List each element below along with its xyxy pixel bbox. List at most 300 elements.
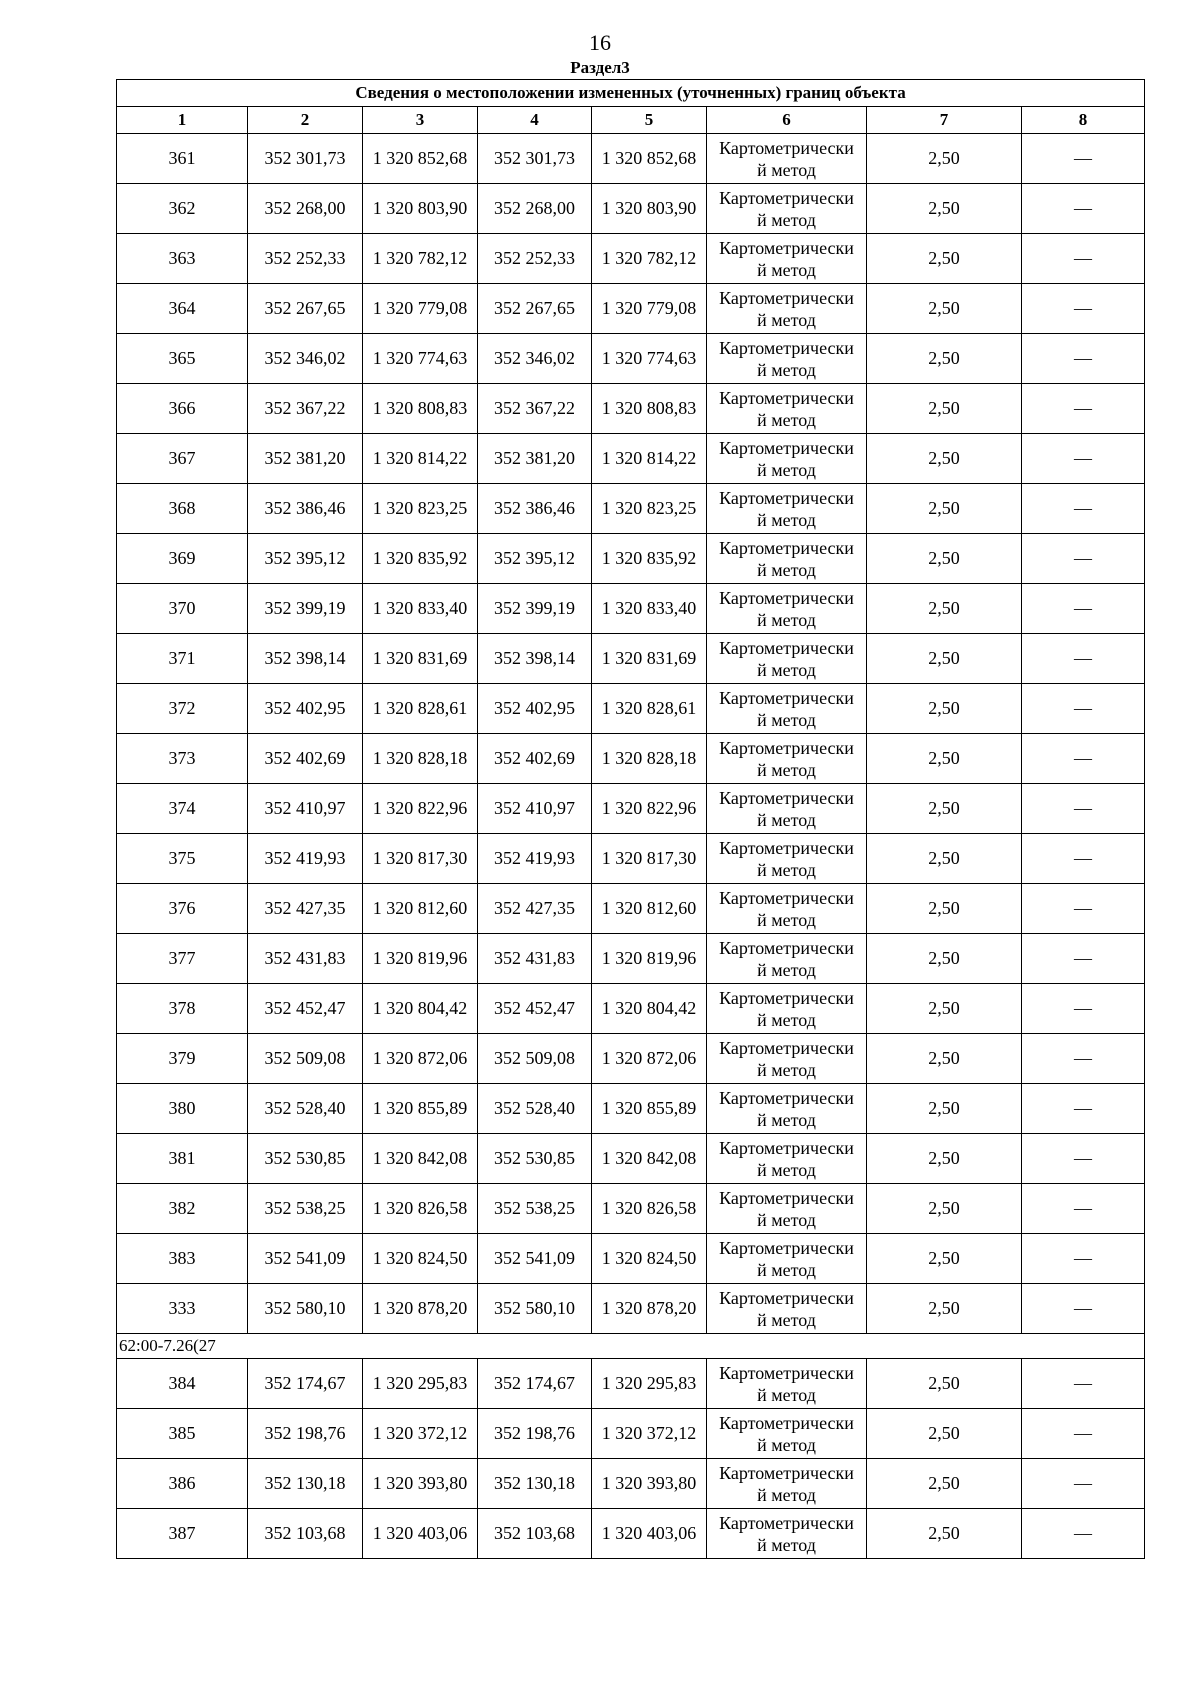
method-line: Картометрически xyxy=(719,1087,854,1108)
notes-dash: — xyxy=(1022,1459,1145,1509)
column-number: 2 xyxy=(248,107,363,134)
updated-y: 1 320 855,89 xyxy=(592,1084,707,1134)
method-line: Картометрически xyxy=(719,287,854,308)
updated-y: 1 320 835,92 xyxy=(592,534,707,584)
determination-method xyxy=(707,684,867,734)
determination-method xyxy=(707,284,867,334)
notes-dash: — xyxy=(1022,584,1145,634)
point-number: 377 xyxy=(117,934,248,984)
method-line: Картометрически xyxy=(719,937,854,958)
table-row xyxy=(117,784,1145,834)
precision-value: 2,50 xyxy=(867,1084,1022,1134)
method-line: й метод xyxy=(757,409,816,430)
table-row xyxy=(117,284,1145,334)
table-row xyxy=(117,484,1145,534)
table-caption: Сведения о местоположении измененных (уточненных) границ объекта xyxy=(117,80,1145,107)
method-line: Картометрически xyxy=(719,1237,854,1258)
existing-x: 352 427,35 xyxy=(248,884,363,934)
table-row xyxy=(117,1134,1145,1184)
method-line: й метод xyxy=(757,1259,816,1280)
method-line: Картометрически xyxy=(719,537,854,558)
updated-y: 1 320 808,83 xyxy=(592,384,707,434)
column-number: 4 xyxy=(478,107,592,134)
updated-y: 1 320 823,25 xyxy=(592,484,707,534)
method-line: Картометрически xyxy=(719,1512,854,1533)
method-line: й метод xyxy=(757,159,816,180)
point-number: 369 xyxy=(117,534,248,584)
updated-x: 352 301,73 xyxy=(478,134,592,184)
updated-x: 352 398,14 xyxy=(478,634,592,684)
point-number: 373 xyxy=(117,734,248,784)
existing-y: 1 320 823,25 xyxy=(363,484,478,534)
precision-value: 2,50 xyxy=(867,284,1022,334)
method-line: й метод xyxy=(757,1159,816,1180)
table-row xyxy=(117,1034,1145,1084)
precision-value: 2,50 xyxy=(867,684,1022,734)
updated-y: 1 320 828,18 xyxy=(592,734,707,784)
existing-x: 352 198,76 xyxy=(248,1409,363,1459)
updated-x: 352 399,19 xyxy=(478,584,592,634)
updated-y: 1 320 803,90 xyxy=(592,184,707,234)
point-number: 383 xyxy=(117,1234,248,1284)
determination-method xyxy=(707,1509,867,1559)
updated-y: 1 320 817,30 xyxy=(592,834,707,884)
notes-dash: — xyxy=(1022,434,1145,484)
point-number: 387 xyxy=(117,1509,248,1559)
boundary-coordinates-table xyxy=(116,79,1145,1559)
existing-y: 1 320 372,12 xyxy=(363,1409,478,1459)
determination-method xyxy=(707,1459,867,1509)
notes-dash: — xyxy=(1022,784,1145,834)
column-number: 6 xyxy=(707,107,867,134)
existing-y: 1 320 852,68 xyxy=(363,134,478,184)
notes-dash: — xyxy=(1022,1409,1145,1459)
group-label-row xyxy=(117,1334,1145,1359)
point-number: 370 xyxy=(117,584,248,634)
precision-value: 2,50 xyxy=(867,1359,1022,1409)
method-line: й метод xyxy=(757,259,816,280)
updated-x: 352 130,18 xyxy=(478,1459,592,1509)
updated-y: 1 320 826,58 xyxy=(592,1184,707,1234)
method-line: Картометрически xyxy=(719,837,854,858)
updated-y: 1 320 403,06 xyxy=(592,1509,707,1559)
precision-value: 2,50 xyxy=(867,184,1022,234)
precision-value: 2,50 xyxy=(867,1509,1022,1559)
determination-method xyxy=(707,1034,867,1084)
existing-y: 1 320 779,08 xyxy=(363,284,478,334)
method-line: Картометрически xyxy=(719,637,854,658)
method-line: й метод xyxy=(757,1484,816,1505)
updated-x: 352 386,46 xyxy=(478,484,592,534)
existing-y: 1 320 842,08 xyxy=(363,1134,478,1184)
existing-x: 352 398,14 xyxy=(248,634,363,684)
precision-value: 2,50 xyxy=(867,384,1022,434)
existing-x: 352 395,12 xyxy=(248,534,363,584)
existing-x: 352 381,20 xyxy=(248,434,363,484)
table-row xyxy=(117,134,1145,184)
method-line: й метод xyxy=(757,859,816,880)
existing-y: 1 320 826,58 xyxy=(363,1184,478,1234)
method-line: Картометрически xyxy=(719,1462,854,1483)
method-line: Картометрически xyxy=(719,1137,854,1158)
table-row xyxy=(117,1234,1145,1284)
determination-method xyxy=(707,334,867,384)
determination-method xyxy=(707,134,867,184)
notes-dash: — xyxy=(1022,134,1145,184)
table-row xyxy=(117,684,1145,734)
updated-x: 352 452,47 xyxy=(478,984,592,1034)
point-number: 386 xyxy=(117,1459,248,1509)
existing-x: 352 268,00 xyxy=(248,184,363,234)
method-line: Картометрически xyxy=(719,437,854,458)
existing-y: 1 320 817,30 xyxy=(363,834,478,884)
table-row xyxy=(117,834,1145,884)
table-row xyxy=(117,1184,1145,1234)
point-number: 371 xyxy=(117,634,248,684)
point-number: 375 xyxy=(117,834,248,884)
updated-y: 1 320 833,40 xyxy=(592,584,707,634)
method-line: Картометрически xyxy=(719,1287,854,1308)
table-row xyxy=(117,1459,1145,1509)
determination-method xyxy=(707,184,867,234)
point-number: 382 xyxy=(117,1184,248,1234)
existing-y: 1 320 803,90 xyxy=(363,184,478,234)
determination-method xyxy=(707,584,867,634)
determination-method xyxy=(707,1184,867,1234)
existing-x: 352 252,33 xyxy=(248,234,363,284)
point-number: 368 xyxy=(117,484,248,534)
updated-x: 352 395,12 xyxy=(478,534,592,584)
updated-x: 352 252,33 xyxy=(478,234,592,284)
existing-x: 352 399,19 xyxy=(248,584,363,634)
updated-x: 352 367,22 xyxy=(478,384,592,434)
notes-dash: — xyxy=(1022,184,1145,234)
determination-method xyxy=(707,734,867,784)
updated-x: 352 530,85 xyxy=(478,1134,592,1184)
existing-x: 352 431,83 xyxy=(248,934,363,984)
updated-y: 1 320 831,69 xyxy=(592,634,707,684)
method-line: Картометрически xyxy=(719,1037,854,1058)
method-line: й метод xyxy=(757,659,816,680)
method-line: Картометрически xyxy=(719,887,854,908)
updated-y: 1 320 782,12 xyxy=(592,234,707,284)
existing-x: 352 528,40 xyxy=(248,1084,363,1134)
table-row xyxy=(117,384,1145,434)
determination-method xyxy=(707,1284,867,1334)
method-line: й метод xyxy=(757,959,816,980)
determination-method xyxy=(707,1084,867,1134)
updated-y: 1 320 822,96 xyxy=(592,784,707,834)
method-line: Картометрически xyxy=(719,787,854,808)
existing-y: 1 320 855,89 xyxy=(363,1084,478,1134)
table-row xyxy=(117,1509,1145,1559)
existing-x: 352 509,08 xyxy=(248,1034,363,1084)
group-label: 62:00-7.26(27 xyxy=(117,1334,1145,1359)
method-line: й метод xyxy=(757,1109,816,1130)
existing-y: 1 320 831,69 xyxy=(363,634,478,684)
notes-dash: — xyxy=(1022,334,1145,384)
point-number: 381 xyxy=(117,1134,248,1184)
existing-x: 352 174,67 xyxy=(248,1359,363,1409)
method-line: й метод xyxy=(757,359,816,380)
point-number: 333 xyxy=(117,1284,248,1334)
updated-x: 352 509,08 xyxy=(478,1034,592,1084)
notes-dash: — xyxy=(1022,884,1145,934)
updated-x: 352 267,65 xyxy=(478,284,592,334)
point-number: 367 xyxy=(117,434,248,484)
existing-x: 352 402,69 xyxy=(248,734,363,784)
precision-value: 2,50 xyxy=(867,984,1022,1034)
updated-x: 352 381,20 xyxy=(478,434,592,484)
determination-method xyxy=(707,1234,867,1284)
point-number: 363 xyxy=(117,234,248,284)
precision-value: 2,50 xyxy=(867,1234,1022,1284)
existing-x: 352 367,22 xyxy=(248,384,363,434)
precision-value: 2,50 xyxy=(867,534,1022,584)
notes-dash: — xyxy=(1022,384,1145,434)
table-row xyxy=(117,934,1145,984)
determination-method xyxy=(707,384,867,434)
column-number-row xyxy=(117,107,1145,134)
notes-dash: — xyxy=(1022,1359,1145,1409)
method-line: й метод xyxy=(757,459,816,480)
notes-dash: — xyxy=(1022,1184,1145,1234)
updated-y: 1 320 812,60 xyxy=(592,884,707,934)
column-number: 7 xyxy=(867,107,1022,134)
updated-x: 352 268,00 xyxy=(478,184,592,234)
existing-x: 352 452,47 xyxy=(248,984,363,1034)
precision-value: 2,50 xyxy=(867,784,1022,834)
existing-x: 352 386,46 xyxy=(248,484,363,534)
method-line: Картометрически xyxy=(719,337,854,358)
point-number: 380 xyxy=(117,1084,248,1134)
point-number: 364 xyxy=(117,284,248,334)
updated-x: 352 580,10 xyxy=(478,1284,592,1334)
existing-y: 1 320 393,80 xyxy=(363,1459,478,1509)
existing-y: 1 320 835,92 xyxy=(363,534,478,584)
precision-value: 2,50 xyxy=(867,834,1022,884)
existing-x: 352 346,02 xyxy=(248,334,363,384)
determination-method xyxy=(707,534,867,584)
existing-y: 1 320 872,06 xyxy=(363,1034,478,1084)
notes-dash: — xyxy=(1022,634,1145,684)
column-number: 1 xyxy=(117,107,248,134)
table-row xyxy=(117,984,1145,1034)
point-number: 384 xyxy=(117,1359,248,1409)
existing-x: 352 267,65 xyxy=(248,284,363,334)
precision-value: 2,50 xyxy=(867,134,1022,184)
updated-x: 352 427,35 xyxy=(478,884,592,934)
method-line: Картометрически xyxy=(719,1412,854,1433)
method-line: Картометрически xyxy=(719,737,854,758)
updated-y: 1 320 372,12 xyxy=(592,1409,707,1459)
existing-x: 352 301,73 xyxy=(248,134,363,184)
precision-value: 2,50 xyxy=(867,1034,1022,1084)
notes-dash: — xyxy=(1022,284,1145,334)
updated-x: 352 174,67 xyxy=(478,1359,592,1409)
precision-value: 2,50 xyxy=(867,1134,1022,1184)
method-line: й метод xyxy=(757,609,816,630)
point-number: 372 xyxy=(117,684,248,734)
notes-dash: — xyxy=(1022,1509,1145,1559)
precision-value: 2,50 xyxy=(867,1184,1022,1234)
point-number: 374 xyxy=(117,784,248,834)
precision-value: 2,50 xyxy=(867,884,1022,934)
notes-dash: — xyxy=(1022,1134,1145,1184)
notes-dash: — xyxy=(1022,234,1145,284)
updated-x: 352 528,40 xyxy=(478,1084,592,1134)
updated-y: 1 320 842,08 xyxy=(592,1134,707,1184)
existing-y: 1 320 782,12 xyxy=(363,234,478,284)
existing-y: 1 320 822,96 xyxy=(363,784,478,834)
updated-y: 1 320 824,50 xyxy=(592,1234,707,1284)
updated-x: 352 103,68 xyxy=(478,1509,592,1559)
table-row xyxy=(117,584,1145,634)
notes-dash: — xyxy=(1022,934,1145,984)
updated-y: 1 320 819,96 xyxy=(592,934,707,984)
updated-x: 352 402,69 xyxy=(478,734,592,784)
existing-y: 1 320 403,06 xyxy=(363,1509,478,1559)
existing-x: 352 538,25 xyxy=(248,1184,363,1234)
method-line: Картометрически xyxy=(719,237,854,258)
precision-value: 2,50 xyxy=(867,484,1022,534)
precision-value: 2,50 xyxy=(867,1459,1022,1509)
point-number: 361 xyxy=(117,134,248,184)
method-line: й метод xyxy=(757,1009,816,1030)
precision-value: 2,50 xyxy=(867,934,1022,984)
updated-y: 1 320 804,42 xyxy=(592,984,707,1034)
column-number: 5 xyxy=(592,107,707,134)
determination-method xyxy=(707,984,867,1034)
precision-value: 2,50 xyxy=(867,734,1022,784)
notes-dash: — xyxy=(1022,834,1145,884)
method-line: й метод xyxy=(757,709,816,730)
precision-value: 2,50 xyxy=(867,584,1022,634)
table-row xyxy=(117,884,1145,934)
precision-value: 2,50 xyxy=(867,1284,1022,1334)
precision-value: 2,50 xyxy=(867,434,1022,484)
updated-x: 352 346,02 xyxy=(478,334,592,384)
point-number: 366 xyxy=(117,384,248,434)
determination-method xyxy=(707,1359,867,1409)
determination-method xyxy=(707,834,867,884)
precision-value: 2,50 xyxy=(867,1409,1022,1459)
point-number: 365 xyxy=(117,334,248,384)
table-row xyxy=(117,1284,1145,1334)
notes-dash: — xyxy=(1022,1034,1145,1084)
method-line: й метод xyxy=(757,309,816,330)
updated-y: 1 320 828,61 xyxy=(592,684,707,734)
existing-y: 1 320 819,96 xyxy=(363,934,478,984)
method-line: й метод xyxy=(757,509,816,530)
table-row xyxy=(117,534,1145,584)
notes-dash: — xyxy=(1022,1284,1145,1334)
updated-y: 1 320 779,08 xyxy=(592,284,707,334)
method-line: й метод xyxy=(757,1434,816,1455)
notes-dash: — xyxy=(1022,1084,1145,1134)
determination-method xyxy=(707,934,867,984)
notes-dash: — xyxy=(1022,534,1145,584)
method-line: й метод xyxy=(757,1384,816,1405)
method-line: Картометрически xyxy=(719,987,854,1008)
existing-y: 1 320 295,83 xyxy=(363,1359,478,1409)
updated-y: 1 320 393,80 xyxy=(592,1459,707,1509)
existing-y: 1 320 804,42 xyxy=(363,984,478,1034)
method-line: Картометрически xyxy=(719,1187,854,1208)
updated-x: 352 538,25 xyxy=(478,1184,592,1234)
updated-y: 1 320 852,68 xyxy=(592,134,707,184)
existing-y: 1 320 812,60 xyxy=(363,884,478,934)
table-row xyxy=(117,1084,1145,1134)
updated-y: 1 320 878,20 xyxy=(592,1284,707,1334)
notes-dash: — xyxy=(1022,984,1145,1034)
notes-dash: — xyxy=(1022,1234,1145,1284)
existing-y: 1 320 814,22 xyxy=(363,434,478,484)
updated-x: 352 410,97 xyxy=(478,784,592,834)
updated-x: 352 431,83 xyxy=(478,934,592,984)
column-number: 8 xyxy=(1022,107,1145,134)
method-line: й метод xyxy=(757,1209,816,1230)
precision-value: 2,50 xyxy=(867,634,1022,684)
existing-x: 352 541,09 xyxy=(248,1234,363,1284)
method-line: Картометрически xyxy=(719,687,854,708)
updated-x: 352 419,93 xyxy=(478,834,592,884)
point-number: 385 xyxy=(117,1409,248,1459)
column-number: 3 xyxy=(363,107,478,134)
existing-y: 1 320 808,83 xyxy=(363,384,478,434)
determination-method xyxy=(707,434,867,484)
table-row xyxy=(117,634,1145,684)
table-caption-row xyxy=(117,80,1145,107)
updated-y: 1 320 295,83 xyxy=(592,1359,707,1409)
notes-dash: — xyxy=(1022,684,1145,734)
method-line: й метод xyxy=(757,1534,816,1555)
updated-y: 1 320 872,06 xyxy=(592,1034,707,1084)
existing-y: 1 320 833,40 xyxy=(363,584,478,634)
existing-x: 352 402,95 xyxy=(248,684,363,734)
notes-dash: — xyxy=(1022,484,1145,534)
method-line: й метод xyxy=(757,559,816,580)
table-row xyxy=(117,1409,1145,1459)
determination-method xyxy=(707,634,867,684)
updated-x: 352 541,09 xyxy=(478,1234,592,1284)
method-line: й метод xyxy=(757,1309,816,1330)
determination-method xyxy=(707,1409,867,1459)
table-row xyxy=(117,334,1145,384)
determination-method xyxy=(707,1134,867,1184)
point-number: 362 xyxy=(117,184,248,234)
updated-y: 1 320 814,22 xyxy=(592,434,707,484)
method-line: Картометрически xyxy=(719,487,854,508)
existing-x: 352 410,97 xyxy=(248,784,363,834)
existing-y: 1 320 774,63 xyxy=(363,334,478,384)
existing-x: 352 130,18 xyxy=(248,1459,363,1509)
table-row xyxy=(117,434,1145,484)
method-line: Картометрически xyxy=(719,387,854,408)
existing-x: 352 103,68 xyxy=(248,1509,363,1559)
table-row xyxy=(117,184,1145,234)
method-line: Картометрически xyxy=(719,587,854,608)
table-row xyxy=(117,234,1145,284)
method-line: й метод xyxy=(757,809,816,830)
existing-y: 1 320 878,20 xyxy=(363,1284,478,1334)
existing-y: 1 320 828,18 xyxy=(363,734,478,784)
precision-value: 2,50 xyxy=(867,334,1022,384)
point-number: 378 xyxy=(117,984,248,1034)
notes-dash: — xyxy=(1022,734,1145,784)
method-line: й метод xyxy=(757,1059,816,1080)
determination-method xyxy=(707,484,867,534)
